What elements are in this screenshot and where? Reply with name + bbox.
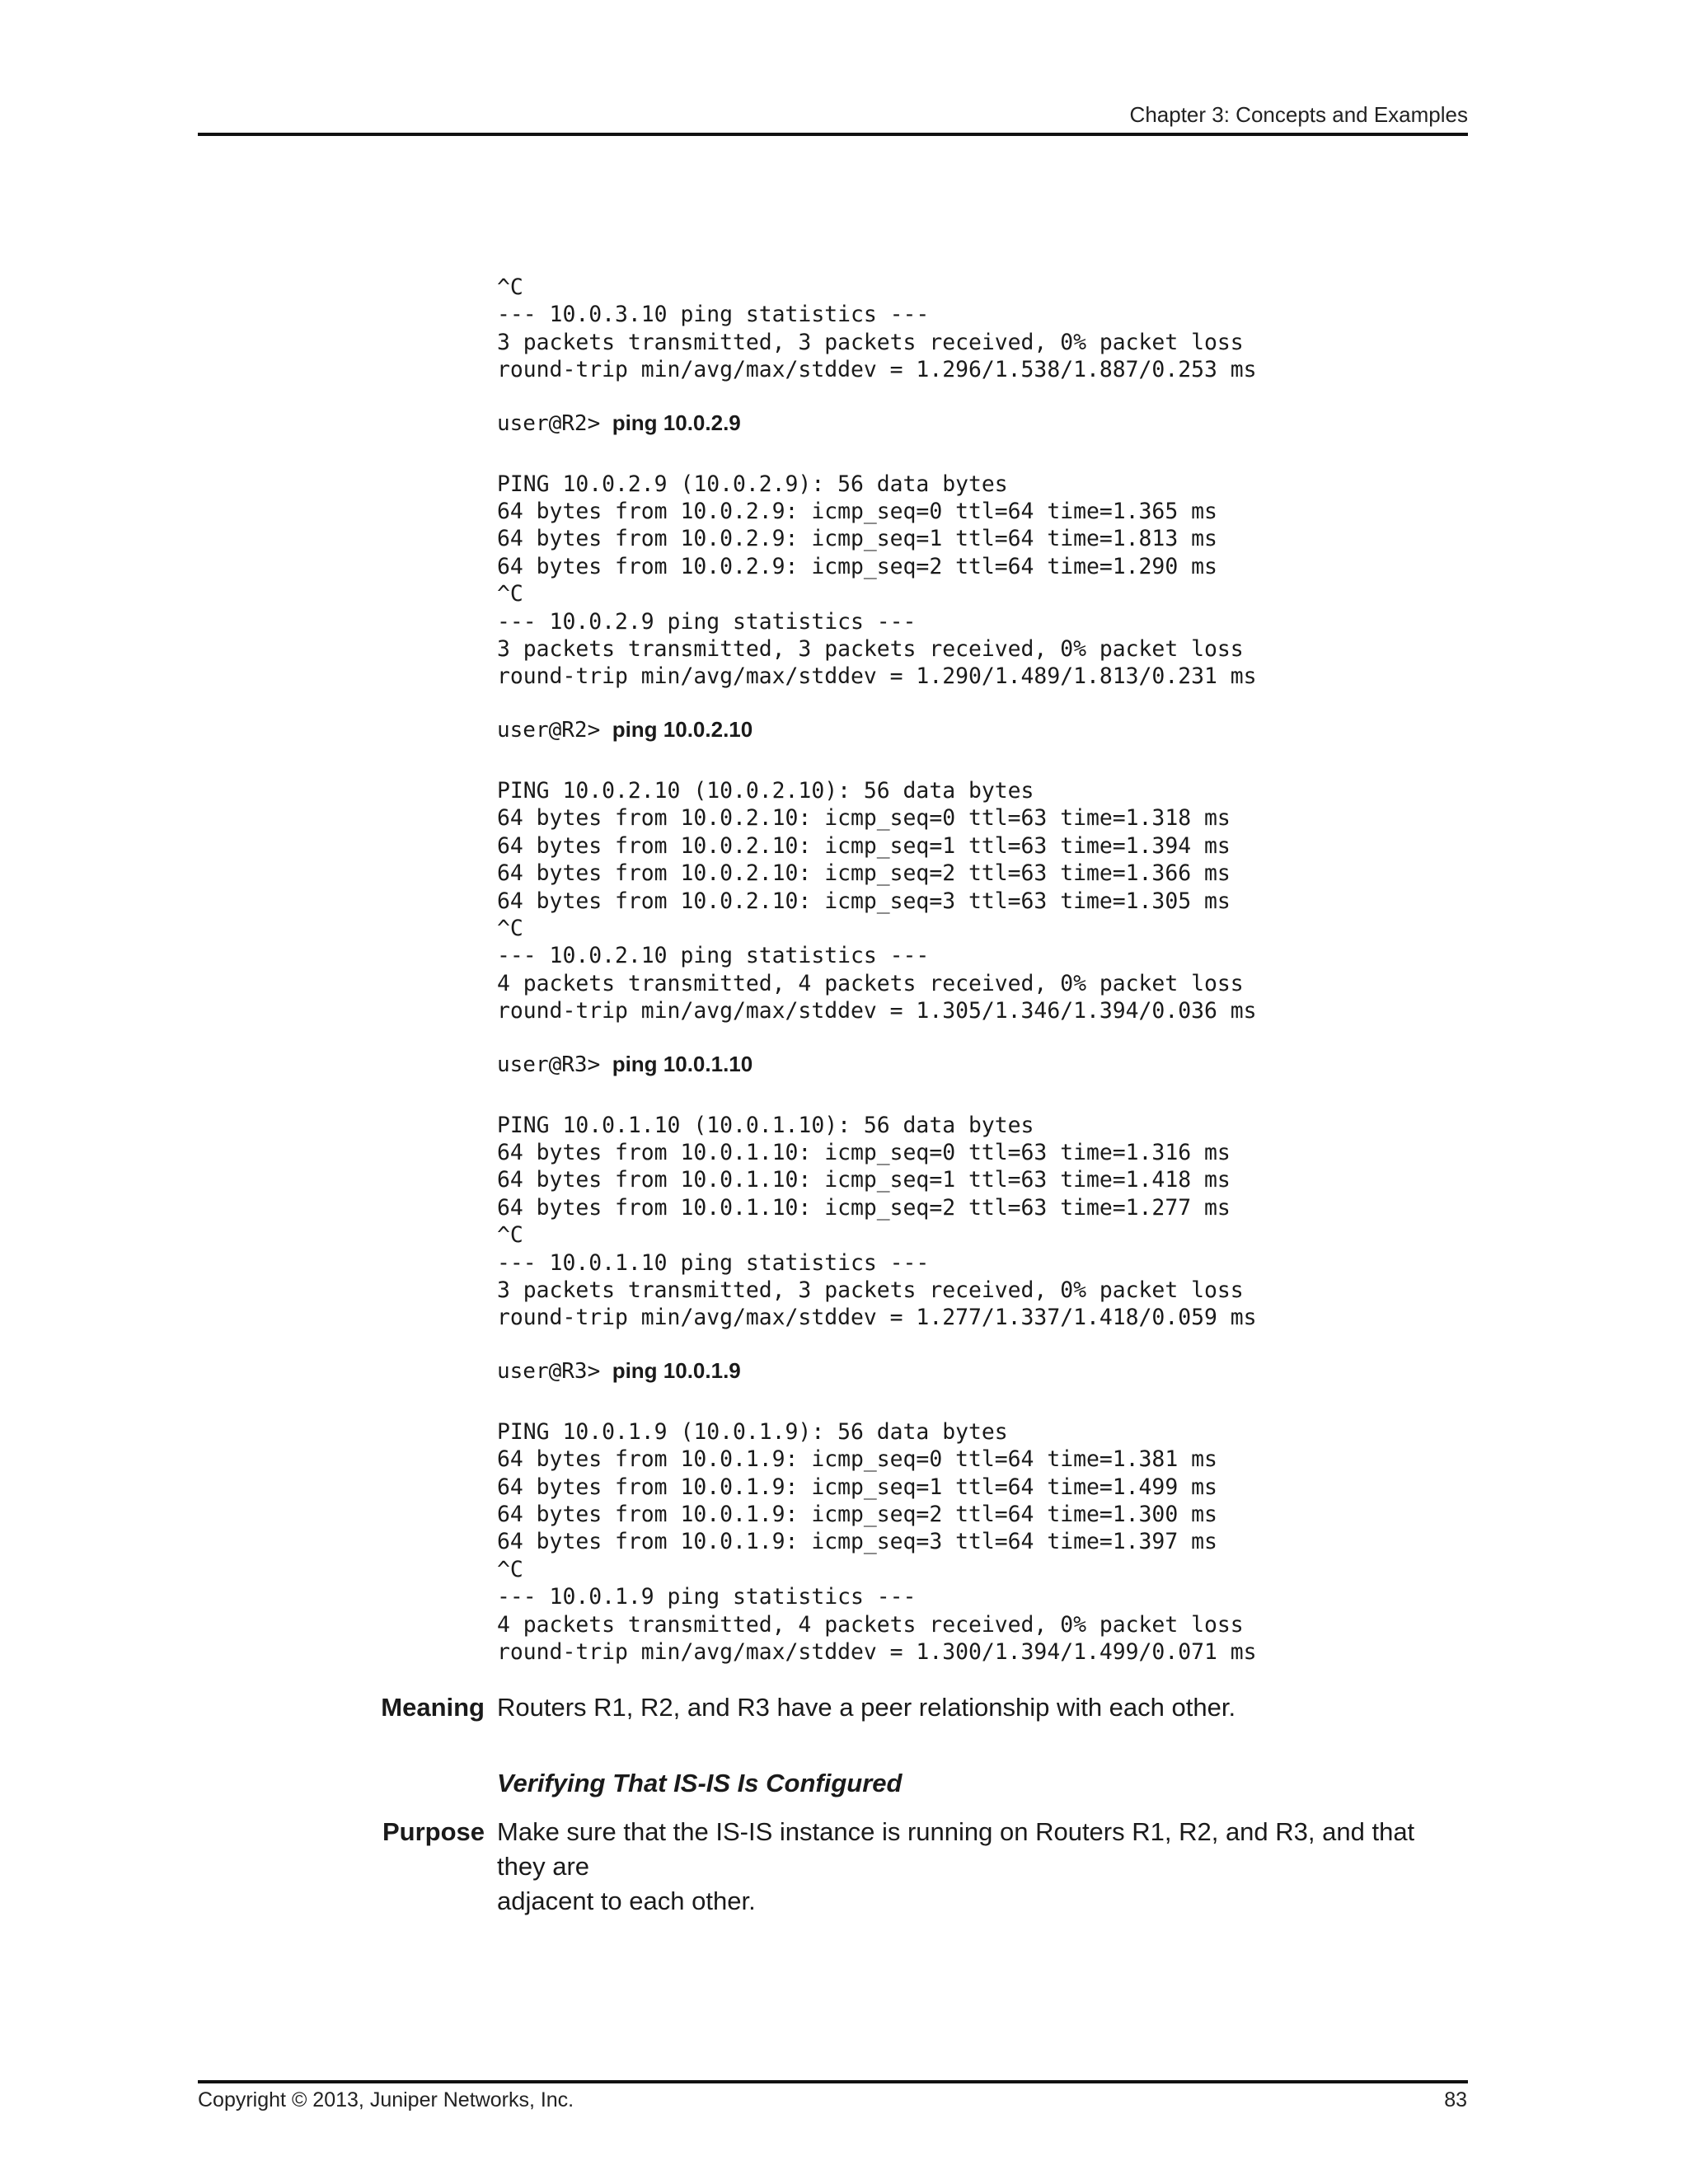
page-content: [381, 274, 1470, 1919]
output-line: 64 bytes from 10.0.2.10: icmp_seq=3 ttl=63 time=1.305 ms: [497, 888, 1231, 914]
cli-prompt: user@R2>: [497, 410, 601, 436]
output-line: 64 bytes from 10.0.2.10: icmp_seq=1 ttl=63 time=1.394 ms: [497, 832, 1231, 859]
command-line: [497, 1357, 1470, 1385]
output-line: 64 bytes from 10.0.1.10: icmp_seq=1 ttl=63 time=1.418 ms: [497, 1167, 1231, 1193]
output-line: ^C: [497, 274, 523, 300]
cli-command: ping 10.0.1.10: [612, 1051, 753, 1076]
cli-prompt: user@R3>: [497, 1052, 601, 1077]
output-line: --- 10.0.3.10 ping statistics ---: [497, 302, 930, 328]
output-block: [497, 274, 1470, 384]
cli-prompt: user@R2>: [497, 717, 601, 743]
output-line: ^C: [497, 915, 523, 941]
page-number: 83: [1444, 2088, 1467, 2111]
purpose-text-line: Make sure that the IS-IS instance is running on Routers R1, R2, and R3, and that they are: [497, 1817, 1415, 1882]
output-line: 3 packets transmitted, 3 packets received, 0% packet loss: [497, 329, 1244, 355]
output-line: --- 10.0.1.9 ping statistics ---: [497, 1584, 917, 1610]
copyright-notice: Copyright © 2013, Juniper Networks, Inc.: [198, 2088, 574, 2111]
cli-command: ping 10.0.2.9: [612, 410, 741, 435]
output-block: [497, 1112, 1470, 1332]
meaning-text: Routers R1, R2, and R3 have a peer relationship with each other.: [497, 1693, 1236, 1722]
output-block: [497, 1418, 1470, 1666]
cli-command: ping 10.0.2.10: [612, 716, 753, 742]
meaning-label: Meaning: [381, 1693, 485, 1722]
output-line: round-trip min/avg/max/stddev = 1.290/1.489/1.813/0.231 ms: [497, 663, 1257, 690]
output-line: 64 bytes from 10.0.2.9: icmp_seq=0 ttl=64 time=1.365 ms: [497, 499, 1217, 525]
output-line: 64 bytes from 10.0.1.9: icmp_seq=3 ttl=64 time=1.397 ms: [497, 1529, 1217, 1555]
command-line: [497, 1050, 1470, 1079]
footer-rule: [198, 2080, 1468, 2083]
output-line: 4 packets transmitted, 4 packets received, 0% packet loss: [497, 1611, 1244, 1638]
command-line: [497, 715, 1470, 744]
purpose-text-line: adjacent to each other.: [497, 1886, 756, 1916]
output-line: 64 bytes from 10.0.1.9: icmp_seq=1 ttl=64 time=1.499 ms: [497, 1474, 1217, 1500]
output-line: PING 10.0.1.9 (10.0.1.9): 56 data bytes: [497, 1418, 1008, 1445]
output-line: round-trip min/avg/max/stddev = 1.277/1.337/1.418/0.059 ms: [497, 1305, 1257, 1331]
output-line: 64 bytes from 10.0.2.9: icmp_seq=2 ttl=64 time=1.290 ms: [497, 553, 1217, 579]
output-line: 64 bytes from 10.0.2.10: icmp_seq=0 ttl=63 time=1.318 ms: [497, 805, 1231, 832]
output-line: 64 bytes from 10.0.1.9: icmp_seq=2 ttl=64 time=1.300 ms: [497, 1502, 1217, 1527]
output-line: ^C: [497, 581, 523, 607]
output-line: --- 10.0.1.10 ping statistics ---: [497, 1249, 930, 1276]
output-line: 64 bytes from 10.0.1.10: icmp_seq=2 ttl=63 time=1.277 ms: [497, 1194, 1231, 1221]
output-line: 3 packets transmitted, 3 packets received, 0% packet loss: [497, 636, 1244, 663]
purpose-section: [382, 1815, 1470, 1919]
purpose-label: Purpose: [382, 1817, 485, 1847]
output-line: PING 10.0.2.9 (10.0.2.9): 56 data bytes: [497, 471, 1008, 497]
meaning-section: [381, 1690, 1470, 1725]
output-line: 3 packets transmitted, 3 packets received, 0% packet loss: [497, 1277, 1244, 1303]
header-rule: [198, 133, 1468, 136]
output-line: PING 10.0.1.10 (10.0.1.10): 56 data bytes: [497, 1112, 1034, 1138]
section-subheading: Verifying That IS-IS Is Configured: [497, 1769, 903, 1798]
output-line: round-trip min/avg/max/stddev = 1.300/1.394/1.499/0.071 ms: [497, 1639, 1257, 1666]
output-line: 64 bytes from 10.0.1.10: icmp_seq=0 ttl=63 time=1.316 ms: [497, 1139, 1231, 1165]
output-line: --- 10.0.2.10 ping statistics ---: [497, 943, 930, 969]
output-line: 64 bytes from 10.0.1.9: icmp_seq=0 ttl=64 time=1.381 ms: [497, 1446, 1217, 1473]
output-line: round-trip min/avg/max/stddev = 1.305/1.346/1.394/0.036 ms: [497, 998, 1257, 1024]
output-line: ^C: [497, 1222, 523, 1249]
output-block: [497, 777, 1470, 1025]
output-line: 4 packets transmitted, 4 packets received, 0% packet loss: [497, 970, 1244, 996]
output-line: ^C: [497, 1556, 523, 1582]
output-line: --- 10.0.2.9 ping statistics ---: [497, 608, 917, 635]
chapter-header: Chapter 3: Concepts and Examples: [1129, 102, 1468, 127]
output-line: 64 bytes from 10.0.2.10: icmp_seq=2 ttl=63 time=1.366 ms: [497, 860, 1231, 887]
command-line: [497, 409, 1470, 438]
output-line: 64 bytes from 10.0.2.9: icmp_seq=1 ttl=64 time=1.813 ms: [497, 526, 1217, 552]
output-line: PING 10.0.2.10 (10.0.2.10): 56 data bytes: [497, 777, 1034, 804]
output-block: [497, 471, 1470, 691]
cli-prompt: user@R3>: [497, 1358, 601, 1384]
cli-command: ping 10.0.1.9: [612, 1357, 741, 1383]
output-line: round-trip min/avg/max/stddev = 1.296/1.538/1.887/0.253 ms: [497, 357, 1257, 383]
